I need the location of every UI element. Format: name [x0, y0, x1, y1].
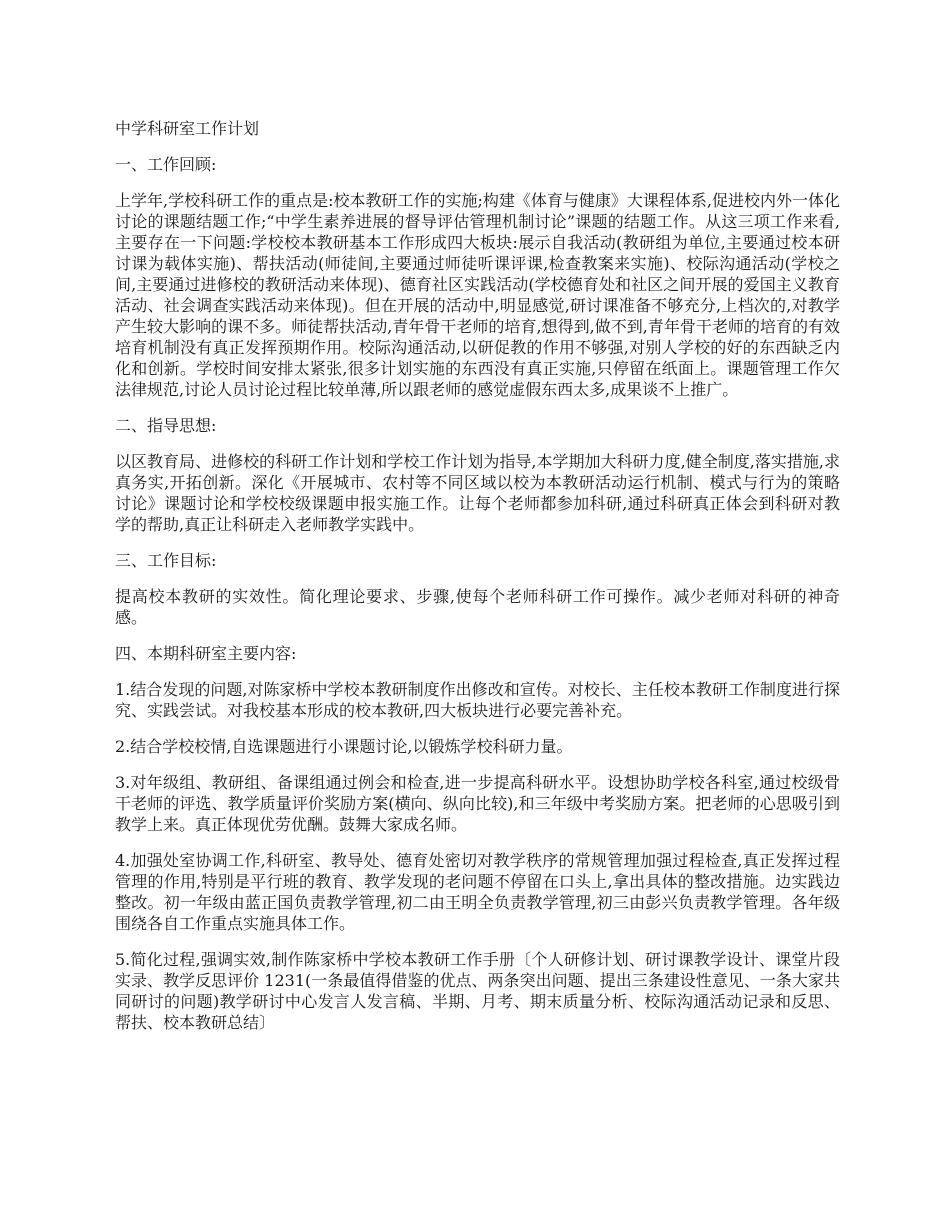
section-heading: 二、指导思想: [115, 416, 217, 435]
section-heading: 四、本期科研室主要内容: [115, 644, 297, 663]
section-paragraph: 上学年,学校科研工作的重点是:校本教研工作的实施;构建《体育与健康》大课程体系,促进校内外一体化讨论的课题结题工作;“中学生素养进展的督导评估管理机制讨论”课题的结题工作。从这三项工作来看,主要存在一下问题:学校校本教研基本工作形成四大板块:展示自我活动(教研组为单位,主要通过校本研讨课为载体实施)、帮扶活动(师徒间,主要通过师徒听课评课,检查教案来实施)、校际沟通活动(学校之间,主要通过进修校的教研活动来体现)、德育社区实践活动(学校德育处和社区之间开展的爱国主义教育活动、社会调查实践活动来体现)。但在开展的活动中,明显感觉,研讨课准备不够充分,上档次的,对教学产生较大影响的课不多。师徒帮扶活动,青年骨干老师的培育,想得到,做不到,青年骨干老师的培育的有效培育机制没有真正发挥预期作用。校际沟通活动,以研促教的作用不够强,对别人学校的好的东西缺乏内化和创新。学校时间安排太紧张,很多计划实施的东西没有真正实施,只停留在纸面上。课题管理工作欠法律规范,讨论人员讨论过程比较单薄,所以跟老师的感觉虚假东西太多,成果谈不上推广。 [115, 191, 840, 399]
section-heading: 一、工作回顾: [115, 155, 217, 174]
list-item: 5.简化过程,强调实效,制作陈家桥中学校本教研工作手册〔个人研修计划、研讨课教学设计、课堂片段实录、教学反思评价 1231(一条最值得借鉴的优点、两条突出问题、提出三条建设性意见、一条大家共同研讨的问题)教学研讨中心发言人发言稿、半期、月考、期末质量分析、校际沟通活动记录和反思、帮扶、校本教研总结〕 [115, 950, 840, 1032]
list-item: 4.加强处室协调工作,科研室、教导处、德育处密切对教学秩序的常规管理加强过程检查,真正发挥过程管理的作用,特别是平行班的教育、教学发现的老问题不停留在口头上,拿出具体的整改措施。边实践边整改。初一年级由蓝正国负责教学管理,初二由王明全负责教学管理,初三由彭兴负责教学管理。各年级围绕各自工作重点实施具体工作。 [115, 851, 840, 933]
section-heading: 三、工作目标: [115, 551, 217, 570]
section-paragraph: 以区教育局、进修校的科研工作计划和学校工作计划为指导,本学期加大科研力度,健全制度,落实措施,求真务实,开拓创新。深化《开展城市、农村等不同区域以校为本教研活动运行机制、模式与行为的策略讨论》课题讨论和学校校级课题申报实施工作。让每个老师都参加科研,通过科研真正体会到科研对教学的帮助,真正让科研走入老师教学实践中。 [115, 452, 840, 534]
section-paragraph: 提高校本教研的实效性。简化理论要求、步骤,使每个老师科研工作可操作。减少老师对科研的神奇感。 [115, 587, 840, 627]
list-item: 1.结合发现的问题,对陈家桥中学校本教研制度作出修改和宣传。对校长、主任校本教研工作制度进行探究、实践尝试。对我校基本形成的校本教研,四大板块进行必要完善补充。 [115, 680, 840, 720]
document-title: 中学科研室工作计划 [115, 119, 260, 138]
list-item: 2.结合学校校情,自选课题进行小课题讨论,以锻炼学校科研力量。 [115, 737, 573, 756]
list-item: 3.对年级组、教研组、备课组通过例会和检查,进一步提高科研水平。设想协助学校各科室,通过校级骨干老师的评选、教学质量评价奖励方案(横向、纵向比较),和三年级中考奖励方案。把老师的心思吸引到教学上来。真正体现优劳优酬。鼓舞大家成名师。 [115, 773, 840, 834]
document-page [115, 118, 840, 1048]
